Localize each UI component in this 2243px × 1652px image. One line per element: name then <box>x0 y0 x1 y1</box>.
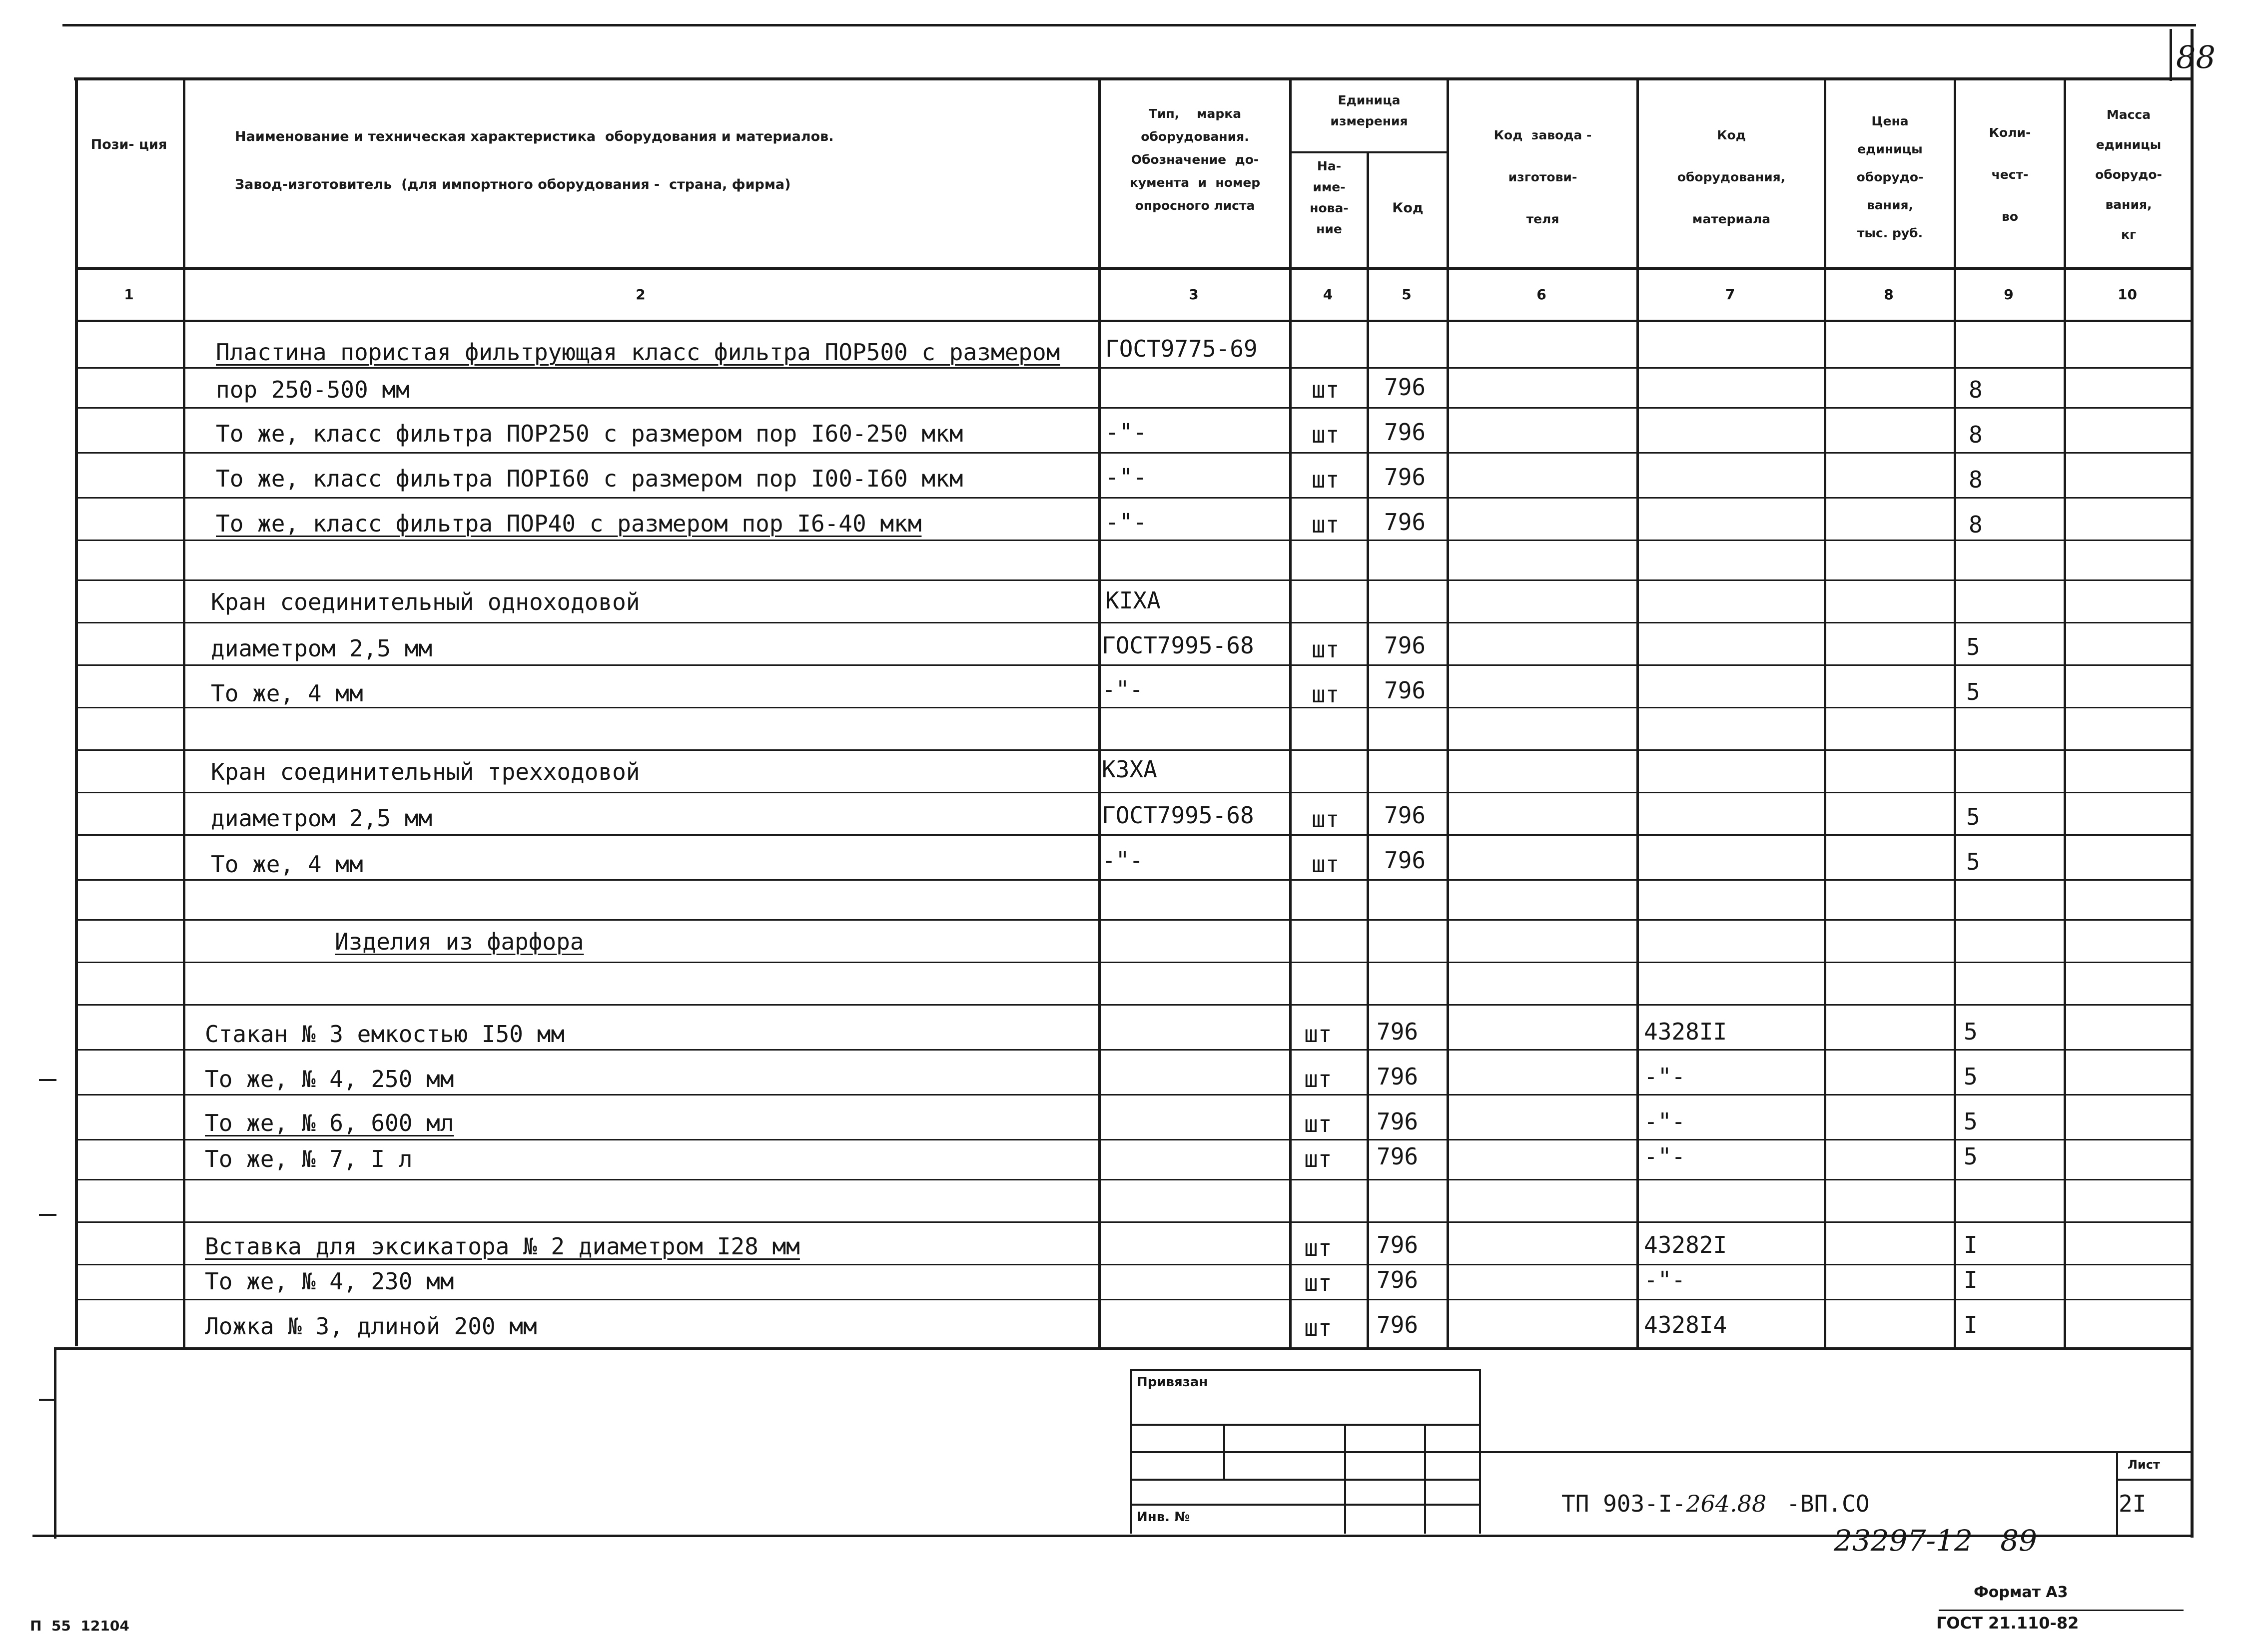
table-row-name: То же, № 6, 600 мл <box>205 1109 454 1136</box>
doc-code <box>1561 1489 1869 1519</box>
table-row-name: То же, № 4, 230 мм <box>205 1268 454 1295</box>
table-row-name: пор 250-500 мм <box>216 376 410 403</box>
table-row-name: То же, класс фильтра ПОР40 с размером пор I6-40 мкм <box>216 510 922 537</box>
table-row-doc: ГОСТ7995-68 <box>1102 632 1254 659</box>
table-row-doc: -"- <box>1105 419 1147 446</box>
table-row-qty: 8 <box>1969 466 1983 493</box>
doc-code-handwritten: 264.88 <box>1686 1490 1767 1517</box>
table-row-code: 796 <box>1377 1266 1419 1293</box>
row-separator <box>78 707 2193 708</box>
table-row-code: 796 <box>1377 1311 1419 1338</box>
table-row-equip: 4328II <box>1644 1018 1727 1045</box>
colnum-3: 3 <box>1189 286 1199 303</box>
table-row-name: диаметром 2,5 мм <box>211 805 433 832</box>
margin-tick <box>39 1399 56 1401</box>
row-separator <box>78 540 2193 541</box>
table-row-unit: шт <box>1304 1314 1332 1341</box>
table-row-name: Стакан № 3 емкостью I50 мм <box>205 1021 565 1048</box>
table-row-qty: 8 <box>1969 511 1983 538</box>
table-row-unit: шт <box>1312 511 1340 538</box>
row-separator <box>78 1094 2193 1096</box>
colnum-6: 6 <box>1536 286 1546 303</box>
row-separator <box>78 1221 2193 1223</box>
table-row-qty: 5 <box>1966 848 1980 875</box>
table-row-unit: шт <box>1304 1145 1332 1172</box>
colnum-7: 7 <box>1725 286 1735 303</box>
row-separator <box>78 1139 2193 1140</box>
table-row-qty: 5 <box>1964 1143 1978 1170</box>
table-row-qty: 8 <box>1969 421 1983 448</box>
table-row-doc: ГОСТ7995-68 <box>1102 802 1254 829</box>
row-separator <box>78 622 2193 623</box>
frame-left-lower <box>54 1349 56 1539</box>
table-row-equip: -"- <box>1644 1266 1686 1293</box>
table-row-equip: -"- <box>1644 1143 1686 1170</box>
table-row-name: Пластина пористая фильтрующая класс фильтра ПОР500 с размером <box>216 339 1060 366</box>
row-separator <box>78 919 2193 921</box>
header-qty: Коли- чест- во <box>1989 125 2031 224</box>
table-row-qty: 5 <box>1966 633 1980 660</box>
table-row-code: 796 <box>1384 847 1426 874</box>
table-row-code: 796 <box>1384 677 1426 704</box>
table-row-unit: шт <box>1304 1021 1332 1048</box>
table-row-qty: 5 <box>1964 1063 1978 1090</box>
row-separator <box>78 497 2193 499</box>
row-separator <box>78 1049 2193 1051</box>
table-row-code: 796 <box>1377 1108 1419 1135</box>
table-row-doc: ГОСТ9775-69 <box>1105 335 1258 362</box>
row-separator <box>78 1299 2193 1300</box>
sheet-label: Лист <box>2128 1458 2160 1472</box>
frame-right <box>2191 29 2194 1538</box>
header-position: Пози- ция <box>90 137 167 152</box>
row-separator <box>78 1179 2193 1180</box>
table-row-name: Кран соединительный трехходовой <box>211 758 640 785</box>
footer-rule <box>1939 1610 2184 1611</box>
table-row-code: 796 <box>1384 464 1426 491</box>
table-row-equip: -"- <box>1644 1063 1686 1090</box>
row-separator <box>78 579 2193 581</box>
table-row-unit: шт <box>1304 1234 1332 1261</box>
colnum-10: 10 <box>2118 286 2137 303</box>
table-row-doc: -"- <box>1105 464 1147 491</box>
header-bottom <box>75 267 2193 270</box>
table-row-name: То же, № 7, I л <box>205 1145 413 1172</box>
table-row-code: 796 <box>1377 1231 1419 1258</box>
table-row-name: Кран соединительный одноходовой <box>211 588 640 615</box>
row-separator <box>78 367 2193 369</box>
doc-code-prefix: ТП 903-I- <box>1561 1490 1686 1517</box>
table-row-code: 796 <box>1384 632 1426 659</box>
table-row-qty: 5 <box>1964 1108 1978 1135</box>
doc-code-suffix: -ВП.СО <box>1786 1490 1870 1517</box>
table-row-doc: -"- <box>1102 676 1144 703</box>
row-separator <box>78 749 2193 751</box>
sheet-mark: 88 <box>2176 39 2216 75</box>
header-unit-name: На- име- нова- ние <box>1310 159 1349 236</box>
table-row-doc: -"- <box>1102 847 1144 874</box>
archive-number: 23297-12 89 <box>1834 1524 2038 1558</box>
table-row-unit: шт <box>1312 681 1340 708</box>
table-row-unit: шт <box>1312 851 1340 878</box>
frame-top <box>74 77 2193 80</box>
header-name: Наименование и техническая характеристика оборудования и материалов. Завод-изготовитель (для импортного оборудования - страна, фирма) <box>235 129 834 192</box>
table-row-code: 796 <box>1384 509 1426 536</box>
table-row-code: 796 <box>1384 374 1426 401</box>
table-row-doc: КIХА <box>1105 587 1161 614</box>
header-unit-code: Код <box>1392 200 1424 216</box>
colnum-bottom <box>75 320 2193 322</box>
table-row-equip: -"- <box>1644 1108 1686 1135</box>
unit-split-line <box>1289 151 1449 153</box>
table-row-equip: 43282I <box>1644 1231 1727 1258</box>
row-separator <box>78 1004 2193 1006</box>
table-row-code: 796 <box>1377 1143 1419 1170</box>
header-price: Цена единицы оборудо- вания, тыс. руб. <box>1856 114 1924 240</box>
table-row-name: То же, 4 мм <box>211 680 363 707</box>
table-row-unit: шт <box>1312 376 1340 403</box>
format-label: Формат А3 <box>1974 1584 2068 1601</box>
table-row-name: диаметром 2,5 мм <box>211 635 433 662</box>
header-equip-code: Код оборудования, материала <box>1677 128 1786 226</box>
sheet-number: 2I <box>2119 1490 2147 1517</box>
row-separator <box>78 452 2193 454</box>
colnum-8: 8 <box>1884 286 1894 303</box>
row-separator <box>78 1264 2193 1265</box>
table-row-name: Ложка № 3, длиной 200 мм <box>205 1313 537 1340</box>
table-row-doc: -"- <box>1105 509 1147 536</box>
table-row-code: 796 <box>1384 419 1426 446</box>
colnum-1: 1 <box>124 286 134 303</box>
table-row-qty: I <box>1964 1231 1978 1258</box>
colnum-2: 2 <box>636 286 646 303</box>
table-row-unit: шт <box>1304 1066 1332 1093</box>
table-row-name: То же, класс фильтра ПОРI60 с размером пор I00-I60 мкм <box>216 465 963 492</box>
table-row-name: Вставка для эксикатора № 2 диаметром I28 мм <box>205 1233 800 1260</box>
table-row-code: 796 <box>1377 1063 1419 1090</box>
table-row-unit: шт <box>1312 421 1340 448</box>
row-separator <box>78 879 2193 881</box>
table-row-unit: шт <box>1312 466 1340 493</box>
section-heading: Изделия из фарфора <box>335 928 584 955</box>
table-bottom <box>54 1347 2193 1350</box>
margin-tick <box>39 1214 56 1216</box>
row-separator <box>78 664 2193 666</box>
table-row-qty: I <box>1964 1266 1978 1293</box>
row-separator <box>78 834 2193 836</box>
table-row-name: То же, класс фильтра ПОР250 с размером пор I60-250 мкм <box>216 420 963 447</box>
table-row-unit: шт <box>1304 1269 1332 1296</box>
table-row-unit: шт <box>1312 636 1340 663</box>
table-row-code: 796 <box>1384 802 1426 829</box>
table-row-qty: 5 <box>1964 1018 1978 1045</box>
gost-label: ГОСТ 21.110-82 <box>1936 1614 2079 1633</box>
privyazan-label: Привязан <box>1137 1375 1208 1390</box>
inv-label: Инв. № <box>1137 1510 1190 1525</box>
table-row-qty: I <box>1964 1311 1978 1338</box>
table-row-name: То же, № 4, 250 мм <box>205 1066 454 1093</box>
row-separator <box>78 962 2193 963</box>
header-mass: Масса единицы оборудо- вания, кг <box>2095 107 2162 242</box>
left-code: П 55 12104 <box>30 1618 129 1634</box>
table-row-code: 796 <box>1377 1018 1419 1045</box>
table-row-unit: шт <box>1304 1110 1332 1137</box>
header-type: Тип, марка оборудования. Обозначение до- кумента и номер опросного листа <box>1129 106 1261 213</box>
table-row-name: То же, 4 мм <box>211 851 363 878</box>
colnum-4: 4 <box>1323 286 1333 303</box>
table-row-unit: шт <box>1312 806 1340 833</box>
sheet-tab-left <box>2170 29 2172 81</box>
margin-tick <box>39 1079 56 1081</box>
table-row-doc: К3ХА <box>1102 756 1157 783</box>
colnum-9: 9 <box>2004 286 2014 303</box>
top-rule <box>62 24 2196 26</box>
colnum-5: 5 <box>1402 286 1412 303</box>
table-row-qty: 5 <box>1966 678 1980 705</box>
table-row-equip: 4328I4 <box>1644 1311 1727 1338</box>
header-unit-group: Единица измерения <box>1330 93 1408 128</box>
row-separator <box>78 792 2193 793</box>
row-separator <box>78 407 2193 409</box>
header-plant-code: Код завода - изготови- теля <box>1494 128 1592 226</box>
table-row-qty: 5 <box>1966 803 1980 830</box>
table-row-qty: 8 <box>1969 376 1983 403</box>
